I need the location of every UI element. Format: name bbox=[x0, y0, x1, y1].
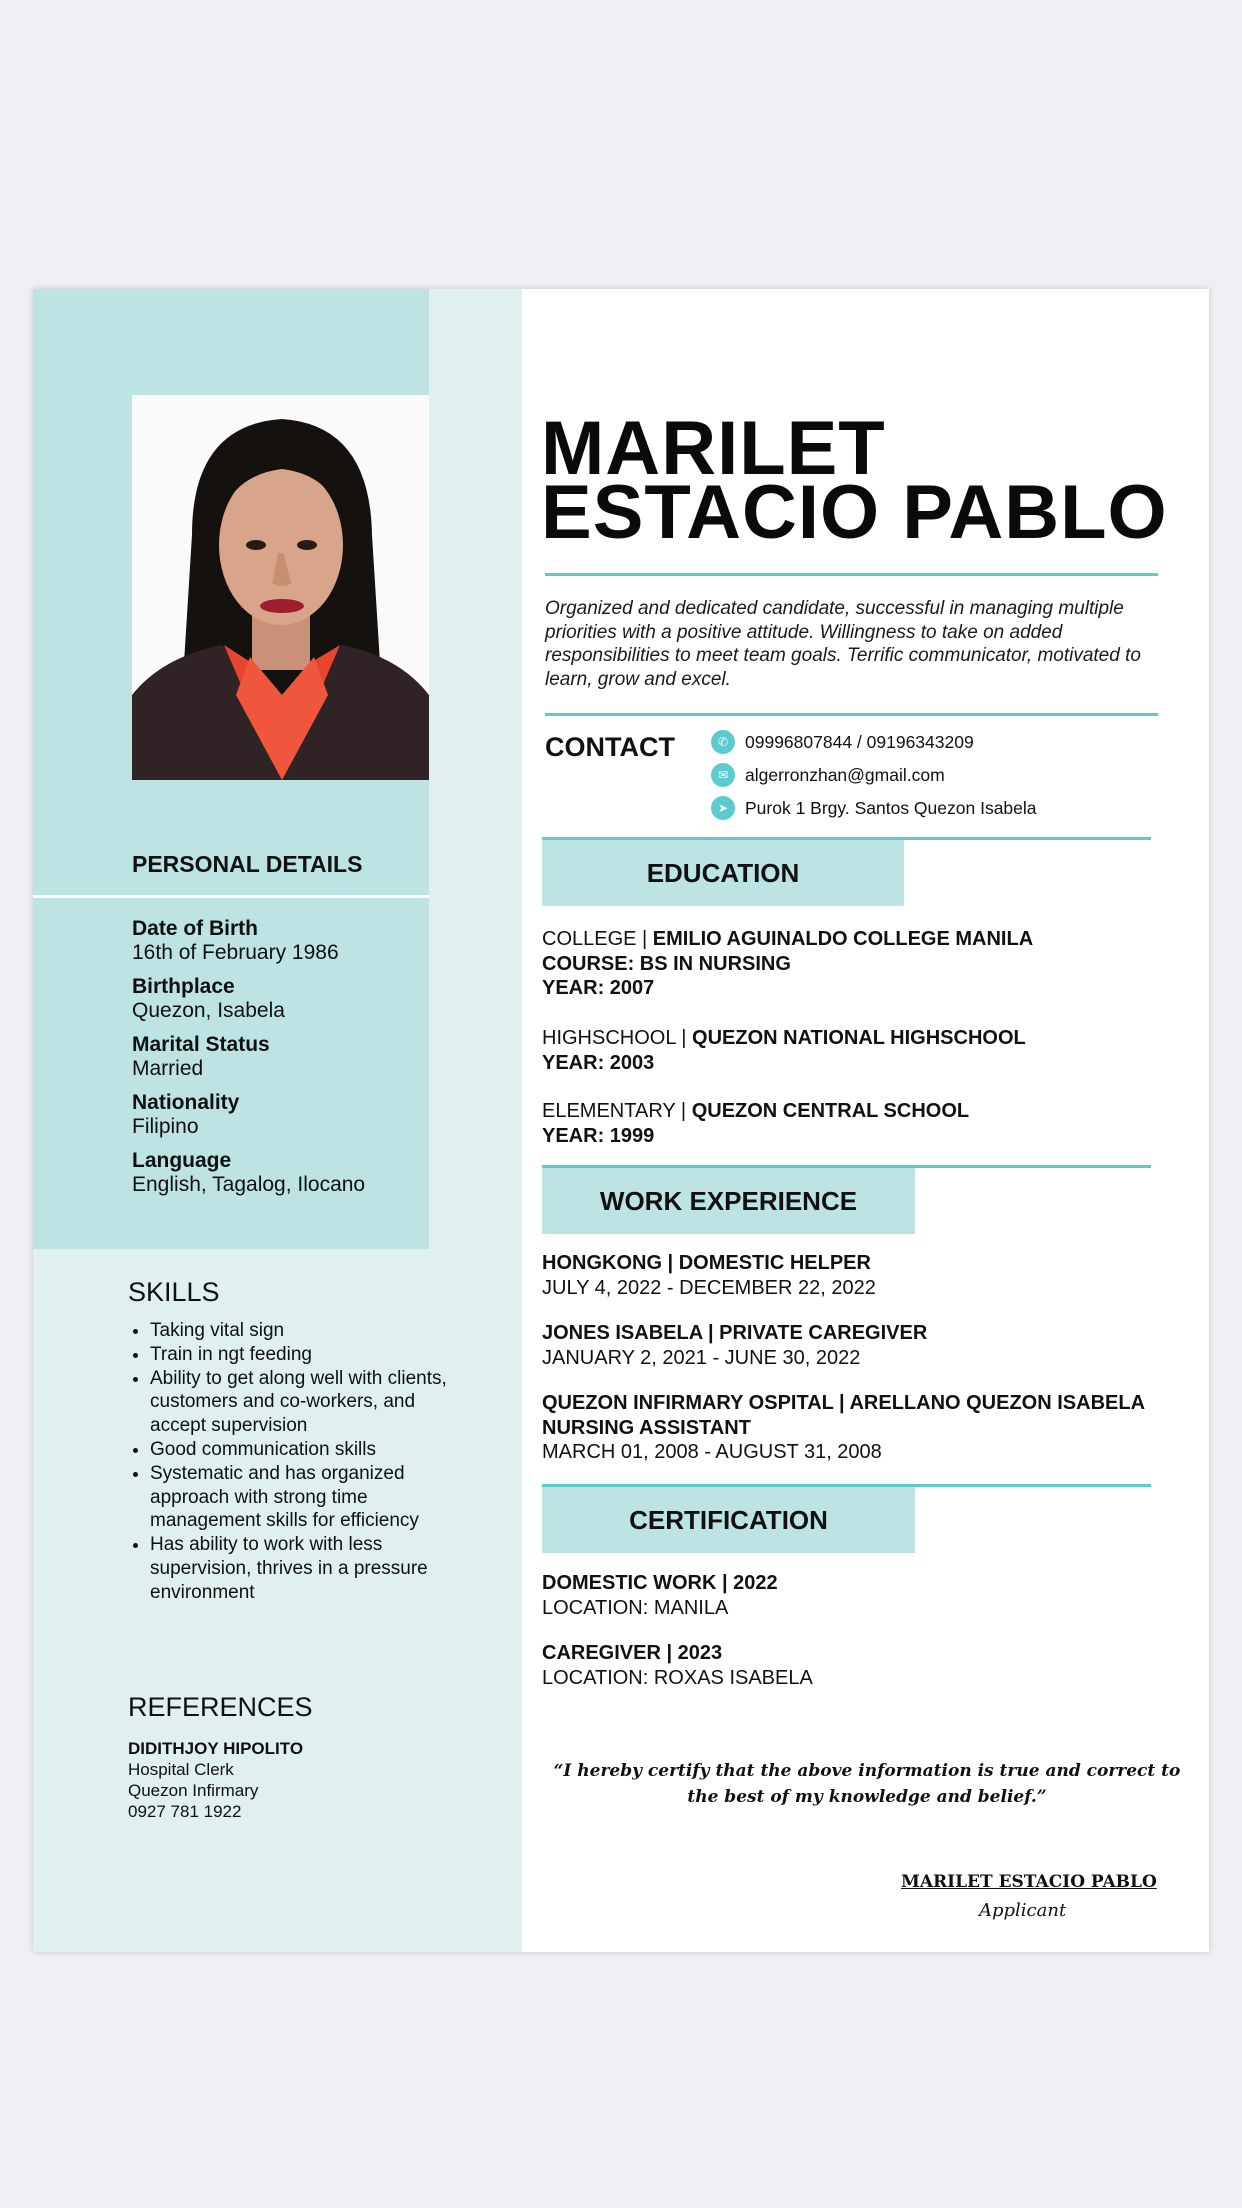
certification-location: LOCATION: ROXAS ISABELA bbox=[542, 1666, 813, 1689]
personal-detail-label: Nationality bbox=[132, 1091, 240, 1114]
personal-details-list bbox=[132, 917, 422, 1207]
skill-item: • Good communication skills bbox=[150, 1438, 470, 1462]
skill-item: • Ability to get along well with clients, customers and co-workers, and accept supervision bbox=[150, 1367, 470, 1438]
work-entry bbox=[542, 1391, 1145, 1465]
skill-item: • Train in ngt feeding bbox=[150, 1343, 470, 1367]
personal-detail-label: Language bbox=[132, 1149, 232, 1172]
contact-phone: 09996807844 / 09196343209 bbox=[745, 731, 974, 752]
work-heading: JONES ISABELA | PRIVATE CAREGIVER bbox=[542, 1322, 928, 1344]
contact-title: CONTACT bbox=[545, 732, 675, 762]
work-dates: JANUARY 2, 2021 - JUNE 30, 2022 bbox=[542, 1346, 861, 1369]
education-elementary bbox=[542, 1099, 969, 1148]
certification-entry bbox=[542, 1641, 813, 1690]
references-title: REFERENCES bbox=[128, 1692, 313, 1722]
personal-detail-label: Marital Status bbox=[132, 1033, 270, 1056]
certification-statement: “I hereby certify that the above information is true and correct to the best of my knowledge and belief.” bbox=[553, 1761, 1181, 1807]
reference-name: DIDITHJOY HIPOLITO bbox=[128, 1739, 304, 1758]
work-experience-header: WORK EXPERIENCE bbox=[542, 1168, 915, 1234]
college-course: COURSE: BS IN NURSING bbox=[542, 952, 791, 975]
certification-location: LOCATION: MANILA bbox=[542, 1596, 729, 1619]
personal-detail-item bbox=[132, 1033, 422, 1081]
portrait-illustration bbox=[132, 395, 429, 780]
personal-detail-item bbox=[132, 975, 422, 1023]
name-line-1: MARILET bbox=[541, 406, 886, 491]
reference-phone: 0927 781 1922 bbox=[128, 1802, 242, 1821]
contact-email-row bbox=[711, 763, 945, 787]
contact-address: Purok 1 Brgy. Santos Quezon Isabela bbox=[745, 797, 1037, 818]
college-line bbox=[542, 927, 1033, 952]
personal-detail-item bbox=[132, 1149, 422, 1197]
signature-name: MARILET ESTACIO PABLO bbox=[901, 1872, 1157, 1892]
profile-photo bbox=[132, 395, 429, 780]
work-heading: HONGKONG | DOMESTIC HELPER bbox=[542, 1252, 871, 1274]
highschool-level: HIGHSCHOOL | bbox=[542, 1027, 693, 1049]
certification-heading: CAREGIVER | 2023 bbox=[542, 1642, 723, 1664]
education-college bbox=[542, 927, 1033, 1001]
personal-detail-item bbox=[132, 917, 422, 965]
college-year: YEAR: 2007 bbox=[542, 977, 655, 999]
personal-detail-label: Birthplace bbox=[132, 975, 235, 998]
certification-heading: DOMESTIC WORK | 2022 bbox=[542, 1572, 778, 1594]
certification-entry bbox=[542, 1571, 778, 1620]
phone-icon: ✆ bbox=[711, 730, 735, 754]
elementary-line bbox=[542, 1099, 969, 1124]
applicant-name bbox=[541, 406, 1168, 555]
work-dates: JULY 4, 2022 - DECEMBER 22, 2022 bbox=[542, 1276, 876, 1299]
signature-role: Applicant bbox=[979, 1900, 1067, 1921]
certification-header: CERTIFICATION bbox=[542, 1487, 915, 1553]
work-entry bbox=[542, 1251, 876, 1300]
highschool-year: YEAR: 2003 bbox=[542, 1051, 655, 1074]
contact-email: algerronzhan@gmail.com bbox=[745, 764, 945, 785]
personal-detail-value: English, Tagalog, Ilocano bbox=[132, 1173, 366, 1196]
reference-org: Quezon Infirmary bbox=[128, 1781, 259, 1800]
personal-detail-value: Married bbox=[132, 1057, 204, 1080]
skill-item: • Taking vital sign bbox=[150, 1319, 470, 1343]
college-school: EMILIO AGUINALDO COLLEGE MANILA bbox=[652, 928, 1034, 950]
highschool-school: QUEZON NATIONAL HIGHSCHOOL bbox=[692, 1027, 1026, 1049]
contact-address-row bbox=[711, 796, 1037, 820]
contact-phone-row bbox=[711, 730, 974, 754]
location-icon: ➤ bbox=[711, 796, 735, 820]
personal-details-divider bbox=[33, 895, 429, 898]
skill-item: • Has ability to work with less supervision, thrives in a pressure environment bbox=[150, 1533, 470, 1604]
college-level: COLLEGE | bbox=[542, 928, 653, 950]
divider-line bbox=[545, 573, 1158, 576]
skills-list bbox=[128, 1319, 470, 1605]
personal-detail-value: Quezon, Isabela bbox=[132, 999, 285, 1022]
elementary-school: QUEZON CENTRAL SCHOOL bbox=[691, 1100, 970, 1122]
profile-summary: Organized and dedicated candidate, successful in managing multiple priorities with a positive attitude. Willingness to take on added responsibilities to meet team goals. Terrific communicator, motivated to learn, grow and excel. bbox=[545, 598, 1141, 690]
education-highschool bbox=[542, 1026, 1026, 1075]
personal-detail-value: 16th of February 1986 bbox=[132, 941, 339, 964]
reference-entry bbox=[128, 1738, 303, 1822]
work-dates: MARCH 01, 2008 - AUGUST 31, 2008 bbox=[542, 1441, 882, 1463]
personal-detail-item bbox=[132, 1091, 422, 1139]
divider-line bbox=[545, 713, 1158, 716]
elementary-year: YEAR: 1999 bbox=[542, 1124, 655, 1147]
highschool-line bbox=[542, 1026, 1026, 1051]
work-heading: QUEZON INFIRMARY OSPITAL | ARELLANO QUEZON ISABELA bbox=[542, 1392, 1146, 1414]
skills-title: SKILLS bbox=[128, 1277, 220, 1307]
work-subheading: NURSING ASSISTANT bbox=[542, 1416, 751, 1439]
reference-role: Hospital Clerk bbox=[128, 1760, 234, 1779]
education-header: EDUCATION bbox=[542, 840, 904, 906]
personal-detail-label: Date of Birth bbox=[132, 917, 258, 940]
mail-icon: ✉ bbox=[711, 763, 735, 787]
name-line-2: ESTACIO PABLO bbox=[541, 470, 1168, 555]
work-entry bbox=[542, 1321, 927, 1370]
resume-page bbox=[33, 289, 1209, 1952]
personal-details-title: PERSONAL DETAILS bbox=[132, 851, 363, 877]
skill-item: • Systematic and has organized approach with strong time management skills for efficiency bbox=[150, 1462, 470, 1533]
personal-detail-value: Filipino bbox=[132, 1115, 199, 1138]
elementary-level: ELEMENTARY | bbox=[542, 1100, 692, 1122]
